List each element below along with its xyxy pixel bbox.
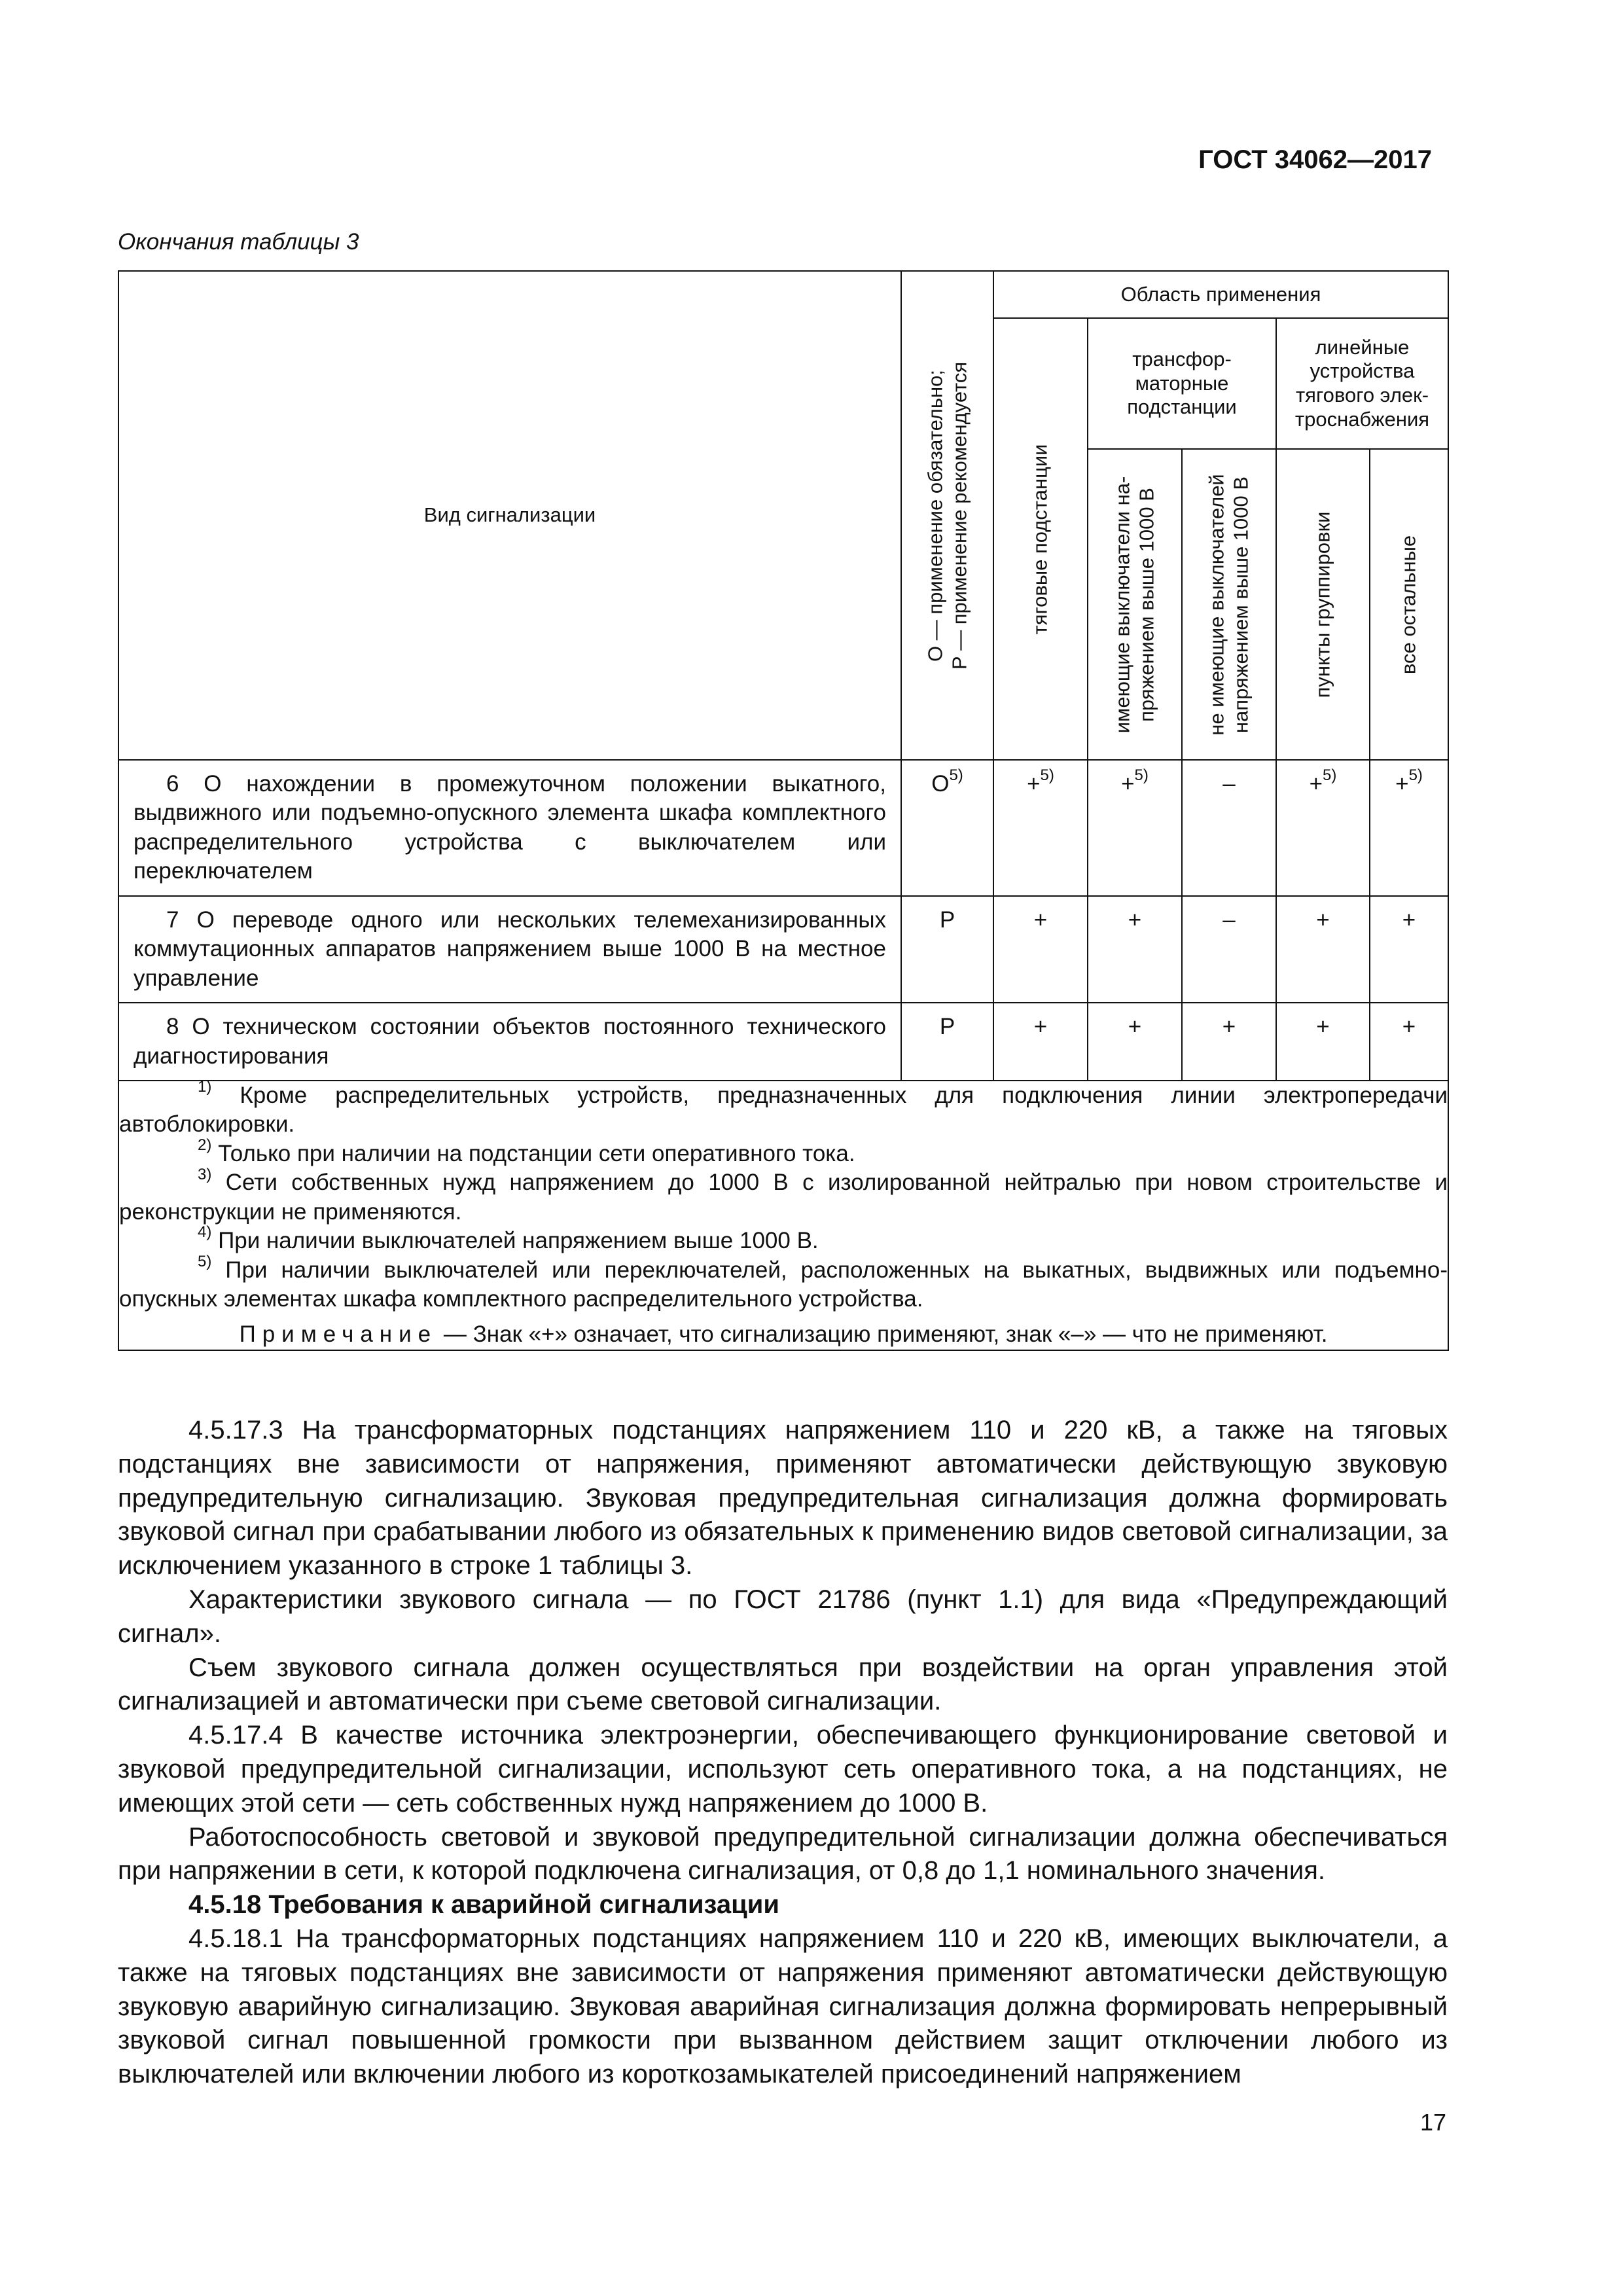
paragraph: Характеристики звукового сигнала — по ГОСТ 21786 (пункт 1.1) для вида «Предупреждающий сигнал». — [118, 1585, 1448, 1648]
row-cell: + — [1088, 896, 1182, 1003]
section-heading: 4.5.18 Требования к аварийной сигнализации — [188, 1890, 779, 1920]
table-row — [118, 760, 1448, 896]
row-cell: + — [1370, 1003, 1448, 1081]
footnote: $^{3)}$ Сети собственных нужд напряжением до 1000 В с изолированной нейтралью при новом строительстве и реконструкции не применяются. — [119, 1165, 1448, 1225]
footnote: $^{2)}$ Только при наличии на подстанции сети оперативного тока. — [198, 1136, 855, 1166]
header-scope: Область применения — [993, 271, 1448, 318]
paragraph: Съем звукового сигнала должен осуществляться при воздействии на орган управления этой сигнализацией и автоматически при съеме световой сигнализации. — [118, 1653, 1448, 1716]
header-traction-substations: тяговые подстанции — [993, 318, 1088, 760]
row-description: 8 О техническом состоянии объектов постоянного технического диагностирования — [134, 1014, 886, 1069]
row-description: 7 О переводе одного или нескольких телемеханизированных коммутационных аппаратов напряжением выше 1000 В на местное управление — [134, 906, 886, 991]
row-description: 6 О нахождении в промежуточном положении выкатного, выдвижного или подъемно-опускного элемента шкафа комплектного распределительного устройства с выключателем или переключателем — [134, 771, 886, 884]
paragraph: 4.5.17.4 В качестве источника электроэнергии, обеспечивающего функционирование световой и звуковой предупредительной сигнализации, используют сеть оперативного тока, а на подстанциях, не имеющих этой сети — сеть собственных нужд напряжением до 1000 В. — [118, 1721, 1448, 1818]
footnote: $^{1)}$ Кроме распределительных устройств, предназначенных для подключения линии электропередачи автоблокировки. — [119, 1078, 1448, 1138]
table-footnotes — [118, 1078, 1448, 1350]
table-note: Примечание — Знак «+» означает, что сигнализацию применяют, знак «–» — что не применяют. — [239, 1321, 1328, 1348]
row-cell: + — [993, 1003, 1088, 1081]
table-row — [118, 896, 1448, 1003]
header-with-breakers: имеющие выключатели на- пряжением выше 1000 В — [1088, 449, 1182, 760]
row-cell: + — [1276, 896, 1370, 1003]
row-cell: + — [1276, 1003, 1370, 1081]
header-linear-devices: линейные устройства тягового элек- троснабжения — [1276, 318, 1448, 449]
row-cell: – — [1182, 896, 1276, 1003]
body-text — [118, 1414, 1448, 2092]
row-cell: +$^{5)}$ — [1276, 760, 1370, 896]
header-group-points: пункты группировки — [1276, 449, 1370, 760]
row-cell: +$^{5)}$ — [1370, 760, 1448, 896]
standard-designation: ГОСТ 34062—2017 — [1198, 145, 1432, 174]
table-caption: Окончания таблицы 3 — [118, 229, 359, 255]
paragraph: 4.5.18.1 На трансформаторных подстанциях напряжением 110 и 220 кВ, имеющих выключатели, а также на тяговых подстанциях вне зависимости от напряжения применяют автоматически действующую звуковую аварийную сигнализацию. Звуковая аварийная сигнализация должна формировать непрерывный звуковой сигнал повышенной громкости при вызванном действием защит отключении любого из выключателей или включении любого из короткозамыкателей присоединений напряжением — [118, 1924, 1448, 2089]
page-number: 17 — [1419, 2109, 1446, 2136]
row-cell: + — [1370, 896, 1448, 1003]
header-transformer-substations: трансфор- маторные подстанции — [1088, 318, 1276, 449]
header-without-breakers: не имеющие выключателей напряжением выше 1000 В — [1182, 449, 1276, 760]
row-requirement: $О^{5)}$ — [901, 760, 993, 896]
paragraph: 4.5.17.3 На трансформаторных подстанциях напряжением 110 и 220 кВ, а также на тяговых подстанциях вне зависимости от напряжения, применяют автоматически действующую звуковую предупредительную сигнализацию. Звуковая предупредительная сигнализация должна формировать звуковой сигнал при срабатывании любого из обязательных к применению видов световой сигнализации, за исключением указанного в строке 1 таблицы 3. — [118, 1416, 1448, 1581]
row-requirement: Р — [901, 896, 993, 1003]
signalling-table — [118, 270, 1449, 1351]
table-row — [118, 1003, 1448, 1081]
footnote: $^{5)}$ При наличии выключателей или переключателей, расположенных на выкатных, выдвижных или подъемно-опускных элементах шкафа комплектного распределительного устройства. — [119, 1252, 1448, 1312]
header-others: все остальные — [1370, 449, 1448, 760]
header-signal-type: Вид сигнализации — [118, 271, 901, 760]
row-cell: + — [1182, 1003, 1276, 1081]
footnote: $^{4)}$ При наличии выключателей напряжением выше 1000 В. — [198, 1223, 819, 1254]
row-requirement: Р — [901, 1003, 993, 1081]
header-requirement: О — применение обязательно; Р — применение рекомендуется — [901, 271, 993, 760]
row-cell: + — [1088, 1003, 1182, 1081]
row-cell: +$^{5)}$ — [993, 760, 1088, 896]
paragraph: Работоспособность световой и звуковой предупредительной сигнализации должна обеспечиваться при напряжении в сети, к которой подключена сигнализация, от 0,8 до 1,1 номинального значения. — [118, 1822, 1448, 1886]
row-cell: – — [1182, 760, 1276, 896]
row-cell: + — [993, 896, 1088, 1003]
row-cell: +$^{5)}$ — [1088, 760, 1182, 896]
